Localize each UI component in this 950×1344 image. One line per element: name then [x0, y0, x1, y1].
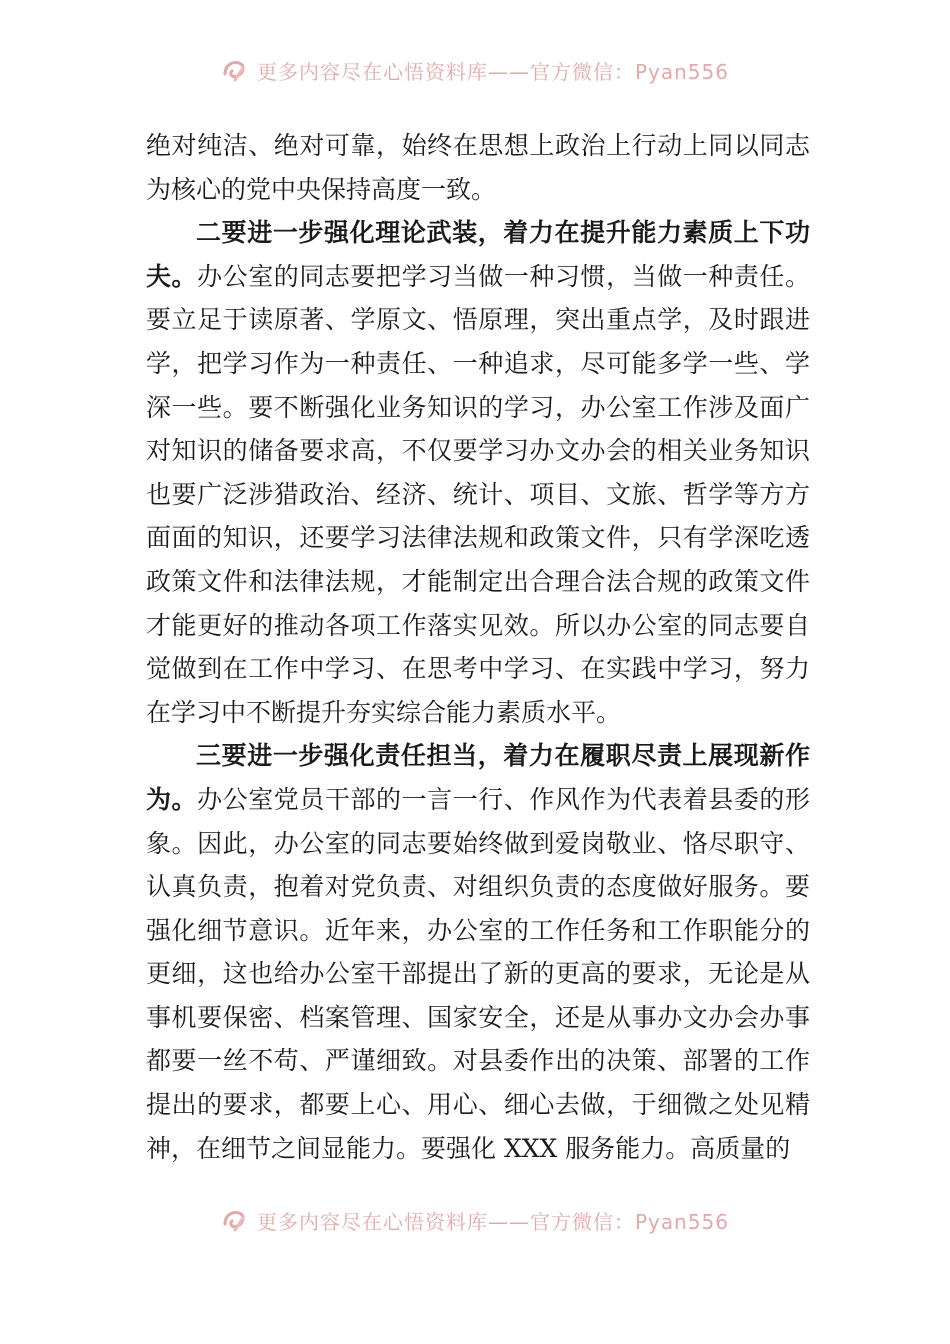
paragraph-2-body: 办公室的同志要把学习当做一种习惯，当做一种责任。要立足于读原著、学原文、悟原理，突出重点学，及时跟进学，把学习作为一种责任、一种追求，尽可能多学一些、学深一些。要不断强化业务知识的学习，办公室工作涉及面广对知识的储备要求高，不仅要学习办文办会的相关业务知识也要广泛涉猎政治、经济、统计、项目、文旅、哲学等方方面面的知识，还要学习法律法规和政策文件，只有学深吃透政策文件和法律法规，才能制定出合理合法合规的政策文件才能更好的推动各项工作落实见效。所以办公室的同志要自觉做到在工作中学习、在思考中学习、在实践中学习，努力在学习中不断提升夯实综合能力素质水平。 — [146, 261, 810, 727]
paragraph-2-heading: 二要进一步强化理论武装，着力在提升能力素质上下功夫。 — [146, 218, 810, 291]
footer-watermark-text: 更多内容尽在心悟资料库——官方微信：Pyan556 — [256, 1209, 729, 1234]
paragraph-3-heading: 三要进一步强化责任担当，着力在履职尽责上展现新作为。 — [146, 741, 810, 814]
header-watermark-text: 更多内容尽在心悟资料库——官方微信：Pyan556 — [256, 59, 729, 84]
watermark-logo-icon — [221, 56, 249, 84]
document-body — [146, 124, 810, 1170]
footer-watermark — [0, 1200, 950, 1240]
paragraph-2 — [146, 211, 810, 734]
paragraph-3 — [146, 734, 810, 1170]
paragraph-1-body: 绝对纯洁、绝对可靠，始终在思想上政治上行动上同以同志为核心的党中央保持高度一致。 — [146, 131, 810, 204]
paragraph-1 — [146, 124, 810, 211]
paragraph-3-body: 办公室党员干部的一言一行、作风作为代表着县委的形象。因此，办公室的同志要始终做到爱岗敬业、恪尽职守、认真负责，抱着对党负责、对组织负责的态度做好服务。要强化细节意识。近年来，办公室的工作任务和工作职能分的更细，这也给办公室干部提出了新的更高的要求，无论是从事机要保密、档案管理、国家安全，还是从事办文办会办事都要一丝不苟、严谨细致。对县委作出的决策、部署的工作提出的要求，都要上心、用心、细心去做，于细微之处见精神，在细节之间显能力。要强化 XXX 服务能力。高质量的 — [146, 784, 810, 1163]
watermark-logo-icon — [221, 1206, 249, 1234]
header-watermark — [0, 50, 950, 90]
